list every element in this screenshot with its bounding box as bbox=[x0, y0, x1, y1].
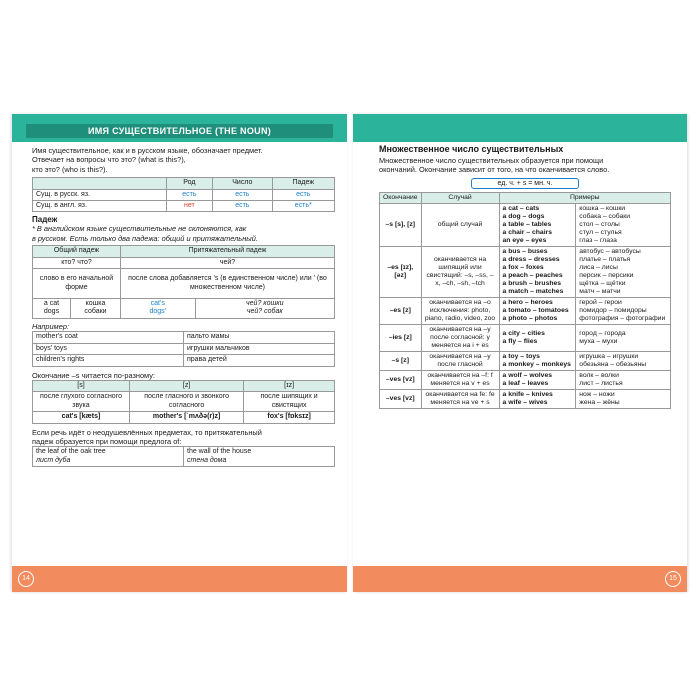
sound-desc: после глухого согласного звука bbox=[33, 392, 130, 412]
s-reading-table bbox=[32, 380, 335, 424]
case-cell: оканчивается на –y после согласной: y меняется на i + es bbox=[421, 324, 499, 351]
example-ru: волк – волки bbox=[579, 371, 619, 379]
russian-examples bbox=[576, 297, 671, 324]
plural-row bbox=[380, 246, 671, 297]
example-en: a hero – heroes bbox=[502, 298, 553, 306]
t1-row-label: Сущ. в русск. яз. bbox=[33, 189, 167, 200]
intro-line-1: Имя существительное, как и в русском языке, обозначает предмет. bbox=[32, 146, 263, 155]
right-page bbox=[353, 114, 687, 592]
right-top-band bbox=[353, 114, 687, 142]
example-ru: щётка – щётки bbox=[579, 279, 626, 287]
case-cell: оканчивается на шипящий или свистящий: –s, –ss, –x, –ch, –sh, –tch bbox=[421, 246, 499, 297]
common-desc: слово в его начальной форме bbox=[33, 269, 121, 299]
plural-table bbox=[379, 192, 671, 409]
example-ru: лиса – лисы bbox=[579, 263, 618, 271]
case-cell: оканчивается на –o исключения: photo, piano, radio, video, zoo bbox=[421, 297, 499, 324]
example-en: a tomato – tomatoes bbox=[502, 306, 569, 314]
english-examples bbox=[499, 324, 576, 351]
example-en: children's rights bbox=[33, 355, 184, 366]
sound-desc: после гласного и звонкого согласного bbox=[129, 392, 243, 412]
head-case: Случай bbox=[421, 192, 499, 203]
case-cell: общий случай bbox=[421, 203, 499, 246]
example-en: a fly – flies bbox=[502, 337, 538, 345]
example-label: Например: bbox=[32, 321, 69, 331]
ex-common-ru: кошка собаки bbox=[70, 299, 120, 319]
plural-row bbox=[380, 370, 671, 389]
case-heading: Падеж bbox=[32, 215, 58, 225]
example-en: a dress – dresses bbox=[502, 255, 560, 263]
example-ru: глаз – глаза bbox=[579, 236, 617, 244]
example-en: a toy – toys bbox=[502, 352, 540, 360]
possessive-case-head: Притяжательный падеж bbox=[120, 246, 334, 257]
example-en: a monkey – monkeys bbox=[502, 360, 571, 368]
t1-head-case: Падеж bbox=[272, 178, 334, 189]
english-examples bbox=[499, 389, 576, 408]
ending-cell: –ves [vz] bbox=[380, 389, 422, 408]
example-en: a match – matches bbox=[502, 287, 564, 295]
case-cell: оканчивается на –f: f меняется на v + es bbox=[421, 370, 499, 389]
case-note-2: в русском. Есть только два падежа: общий и притяжательный. bbox=[32, 233, 258, 243]
example-en: a peach – peaches bbox=[502, 271, 563, 279]
case-note-1: * В английском языке существительные не склоняются, как bbox=[32, 224, 247, 234]
left-page bbox=[12, 114, 347, 592]
t1-row-label: Сущ. в англ. яз. bbox=[33, 201, 167, 212]
ex-poss-en: cat's dogs' bbox=[120, 299, 195, 319]
example-en: a brush – brushes bbox=[502, 279, 562, 287]
example-ru: лист – листья bbox=[579, 379, 623, 387]
russian-examples bbox=[576, 370, 671, 389]
right-body bbox=[379, 144, 671, 409]
english-examples bbox=[499, 370, 576, 389]
example-en: a table – tables bbox=[502, 220, 552, 228]
plural-row bbox=[380, 351, 671, 370]
right-intro-2: окончаний. Окончание зависит от того, на что оканчивается слово. bbox=[379, 165, 610, 175]
of-example-2: the wall of the house стена дома bbox=[184, 447, 335, 467]
example-ru: нож – ножи bbox=[579, 390, 615, 398]
sound-example: mother's [ˈmʌðə(r)z] bbox=[129, 412, 243, 423]
left-bottom-band bbox=[12, 566, 347, 592]
example-ru: фотография – фотографии bbox=[579, 314, 666, 322]
page-number-right: 15 bbox=[665, 571, 681, 587]
example-en: a leaf – leaves bbox=[502, 379, 549, 387]
ex-common-en: a cat dogs bbox=[33, 299, 71, 319]
common-case-head: Общий падеж bbox=[33, 246, 121, 257]
example-ru: матч – матчи bbox=[579, 287, 621, 295]
inanimate-note-1: Если речь идёт о неодушевлённых предметах, то притяжательный bbox=[32, 427, 262, 437]
example-ru: собака – собаки bbox=[579, 212, 631, 220]
plural-row bbox=[380, 297, 671, 324]
plural-formula: ед. ч. + s = мн. ч. bbox=[471, 178, 579, 189]
gender-number-case-table bbox=[32, 177, 335, 212]
left-page-title: ИМЯ СУЩЕСТВИТЕЛЬНОЕ (THE NOUN) bbox=[26, 124, 333, 138]
example-ru: жена – жёны bbox=[579, 398, 620, 406]
example-ru: права детей bbox=[184, 355, 335, 366]
right-intro-1: Множественное число существительных образуется при помощи bbox=[379, 156, 604, 165]
russian-examples bbox=[576, 351, 671, 370]
t1-cell: нет bbox=[166, 201, 213, 212]
ending-cell: –es [z] bbox=[380, 297, 422, 324]
of-example-1: the leaf of the oak tree лист дуба bbox=[33, 447, 184, 467]
example-en: a fox – foxes bbox=[502, 263, 544, 271]
ending-cell: –es [ɪz], [əz] bbox=[380, 246, 422, 297]
t1-cell: есть bbox=[272, 189, 334, 200]
common-question: кто? что? bbox=[33, 257, 121, 268]
example-en: mother's coat bbox=[33, 332, 184, 343]
example-table bbox=[32, 331, 335, 366]
example-en: a chair – chairs bbox=[502, 228, 553, 236]
example-ru: автобус – автобусы bbox=[579, 247, 641, 255]
sound-z: [z] bbox=[129, 380, 243, 391]
example-en: a wolf – wolves bbox=[502, 371, 553, 379]
plural-row bbox=[380, 203, 671, 246]
example-en: a bus – buses bbox=[502, 247, 548, 255]
ending-cell: –s [s], [z] bbox=[380, 203, 422, 246]
example-ru: герой – герои bbox=[579, 298, 622, 306]
example-ru: пальто мамы bbox=[184, 332, 335, 343]
case-cell: оканчивается на –y после гласной bbox=[421, 351, 499, 370]
s-reading-note: Окончание –s читается по-разному: bbox=[32, 370, 155, 380]
t1-head-gender: Род bbox=[166, 178, 213, 189]
example-ru: муха – мухи bbox=[579, 337, 618, 345]
t1-cell: есть* bbox=[272, 201, 334, 212]
head-examples: Примеры bbox=[499, 192, 670, 203]
ending-cell: –s [z] bbox=[380, 351, 422, 370]
example-ru: кошка – кошки bbox=[579, 204, 626, 212]
example-ru: стул – стулья bbox=[579, 228, 622, 236]
t1-cell: есть bbox=[213, 201, 272, 212]
case-table bbox=[32, 245, 335, 319]
example-en: a knife – knives bbox=[502, 390, 553, 398]
plural-row bbox=[380, 324, 671, 351]
example-ru: персик – персики bbox=[579, 271, 634, 279]
example-ru: игрушки мальчиков bbox=[184, 343, 335, 354]
ex-poss-ru: чей? кошки чей? собак bbox=[195, 299, 334, 319]
right-page-title: Множественное число существительных bbox=[379, 144, 564, 154]
example-en: a photo – photos bbox=[502, 314, 558, 322]
sound-desc: после шипящих и свистящих bbox=[244, 392, 335, 412]
sound-example: cat's [kæts] bbox=[33, 412, 130, 423]
page-number-left: 14 bbox=[18, 571, 34, 587]
sound-iz: [ɪz] bbox=[244, 380, 335, 391]
ending-cell: –ves [vz] bbox=[380, 370, 422, 389]
example-en: a dog – dogs bbox=[502, 212, 545, 220]
left-body bbox=[32, 146, 335, 467]
plural-row bbox=[380, 389, 671, 408]
t1-head-empty bbox=[33, 178, 167, 189]
example-ru: обезьяна – обезьяны bbox=[579, 360, 647, 368]
russian-examples bbox=[576, 203, 671, 246]
sound-s: [s] bbox=[33, 380, 130, 391]
russian-examples bbox=[576, 324, 671, 351]
t1-cell: есть bbox=[213, 189, 272, 200]
russian-examples bbox=[576, 246, 671, 297]
english-examples bbox=[499, 351, 576, 370]
head-ending: Окончание bbox=[380, 192, 422, 203]
example-en: a cat – cats bbox=[502, 204, 540, 212]
example-ru: город – города bbox=[579, 329, 626, 337]
intro-line-2: Отвечает на вопросы что это? (what is this?), bbox=[32, 155, 186, 165]
example-en: a city – cities bbox=[502, 329, 545, 337]
case-cell: оканчивается на fe: fe меняется на ve + s bbox=[421, 389, 499, 408]
example-ru: стол – столы bbox=[579, 220, 620, 228]
ending-cell: –ies [z] bbox=[380, 324, 422, 351]
english-examples bbox=[499, 203, 576, 246]
t1-cell: есть bbox=[166, 189, 213, 200]
right-bottom-band bbox=[353, 566, 687, 592]
of-table bbox=[32, 446, 335, 467]
example-ru: игрушка – игрушки bbox=[579, 352, 639, 360]
example-ru: помидор – помидоры bbox=[579, 306, 647, 314]
intro-line-3: кто это? (who is this?). bbox=[32, 164, 108, 174]
english-examples bbox=[499, 297, 576, 324]
example-ru: платье – платья bbox=[579, 255, 631, 263]
sound-example: fox's [fɒksɪz] bbox=[244, 412, 335, 423]
example-en: a wife – wives bbox=[502, 398, 548, 406]
t1-head-number: Число bbox=[213, 178, 272, 189]
english-examples bbox=[499, 246, 576, 297]
example-en: an eye – eyes bbox=[502, 236, 547, 244]
russian-examples bbox=[576, 389, 671, 408]
possessive-question: чей? bbox=[120, 257, 334, 268]
example-en: boys' toys bbox=[33, 343, 184, 354]
possessive-desc: после слова добавляется 's (в единственном числе) или ' (во множественном числе) bbox=[120, 269, 334, 299]
inanimate-note-2: падеж образуется при помощи предлога of: bbox=[32, 436, 182, 446]
